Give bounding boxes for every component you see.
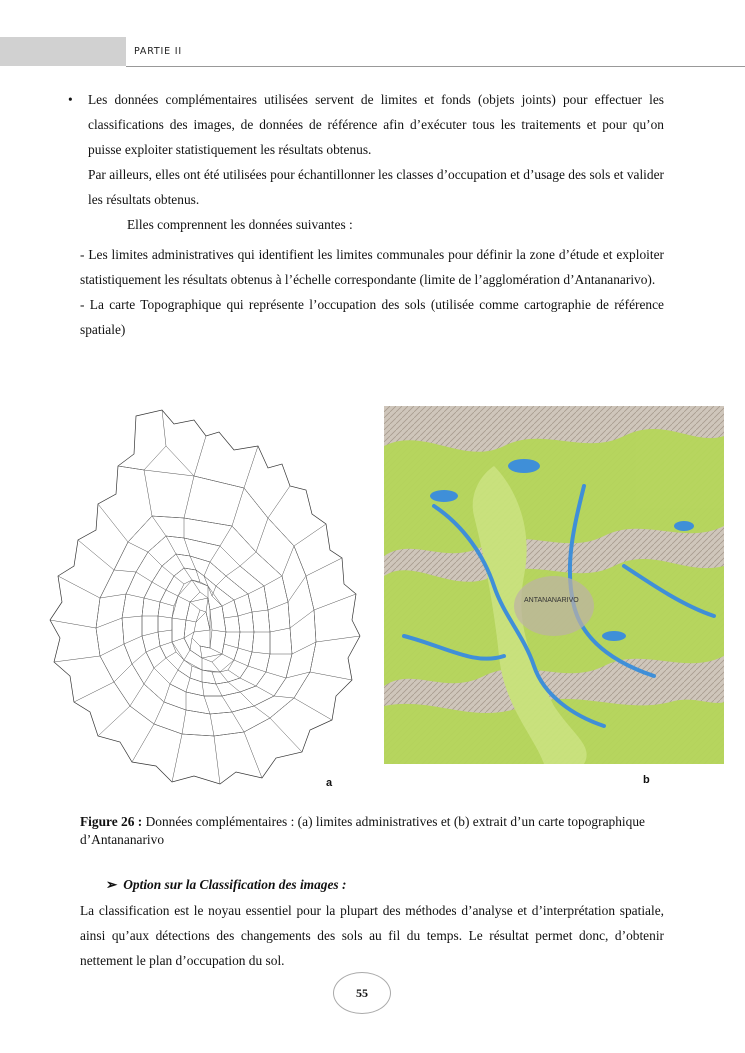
map-b-urban	[514, 576, 594, 636]
item-topo-map: - La carte Topographique qui représente l’occupation des sols (utilisée comme cartographie de référence spatiale)	[80, 297, 664, 337]
figure-label-b: b	[643, 774, 650, 786]
figure-caption	[80, 813, 664, 849]
header-bar	[0, 37, 126, 66]
figure-label-a: a	[326, 777, 333, 789]
item-admin-limits: - Les limites administratives qui identifient les limites communales pour définir la zone d’étude et exploiter statistiquement les résultats obtenus à l’échelle correspondante (limite de l’agglomération d’Antananarivo).	[80, 247, 664, 287]
bullet-symbol: •	[68, 92, 73, 107]
caption-prefix: Figure 26 :	[80, 814, 143, 829]
bullet-line-2: Par ailleurs, elles ont été utilisées pour échantillonner les classes d’occupation et d’usage des sols et valider les résultats obtenus.	[88, 167, 664, 207]
header-rule	[126, 66, 745, 67]
closing-paragraph: La classification est le noyau essentiel pour la plupart des méthodes d’analyse et d’interprétation spatiale, ainsi qu’aux détections des changements des sols au fil du temps. Le résultat permet donc, d’obtenir nettement le plan d’occupation du sol.	[80, 903, 664, 968]
admin-boundaries-map	[44, 406, 364, 786]
map-b-city-label: ANTANANARIVO	[524, 597, 579, 604]
intro-line: Elles comprennent les données suivantes :	[127, 217, 353, 232]
section-label: PARTIE II	[134, 46, 182, 57]
topographic-map	[384, 406, 724, 764]
bullet-paragraph	[88, 87, 664, 212]
option-heading	[106, 872, 346, 897]
bullet-line-1: Les données complémentaires utilisées servent de limites et fonds (objets joints) pour effectuer les classifications des images, de données de référence afin d’exécuter tous les traitements et pour qu’on puisse exploiter statistiquement les résultats obtenus.	[88, 92, 664, 157]
option-title: Option sur la Classification des images :	[123, 877, 347, 892]
arrow-icon: ➢	[106, 877, 118, 892]
map-a-communes	[50, 410, 360, 784]
item-list	[80, 242, 664, 342]
page-number: 55	[333, 972, 391, 1014]
caption-text: Données complémentaires : (a) limites administratives et (b) extrait d’un carte topographique d’Antananarivo	[80, 814, 645, 847]
map-a-outline	[50, 410, 360, 784]
